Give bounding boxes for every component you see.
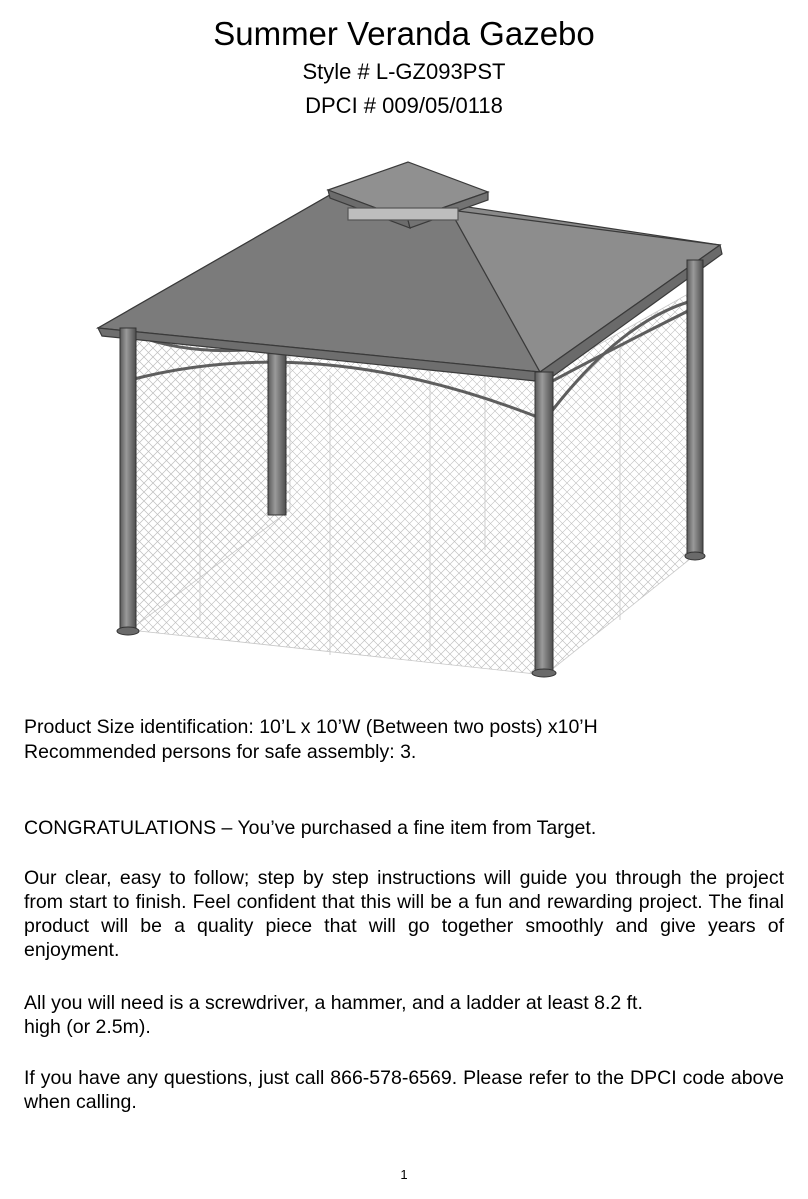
product-size-line: Product Size identification: 10’L x 10’W (Between two posts) x10’H <box>24 716 598 738</box>
tools-paragraph-line1: All you will need is a screwdriver, a hammer, and a ladder at least 8.2 ft. <box>24 992 643 1014</box>
recommended-persons-line: Recommended persons for safe assembly: 3. <box>24 741 417 763</box>
tools-paragraph-line2: high (or 2.5m). <box>24 1016 151 1038</box>
back-post <box>268 345 286 515</box>
dpci-number: DPCI # 009/05/0118 <box>305 93 503 118</box>
questions-paragraph: If you have any questions, just call 866-578-6569. Please refer to the DPCI code above when calling. <box>24 1067 784 1113</box>
document-title: Summer Veranda Gazebo <box>213 15 595 52</box>
style-number: Style # L-GZ093PST <box>302 59 506 84</box>
page-number: 1 <box>400 1167 408 1182</box>
congratulations-line: CONGRATULATIONS – You’ve purchased a fine item from Target. <box>24 817 597 839</box>
instructions-paragraph: Our clear, easy to follow; step by step instructions will guide you through the project from start to finish. Feel confident that this will be a fun and rewarding project. The final product will be a quality piece that will go together smoothly and give years of enjoyment. <box>24 867 784 961</box>
gazebo-illustration <box>90 150 730 685</box>
